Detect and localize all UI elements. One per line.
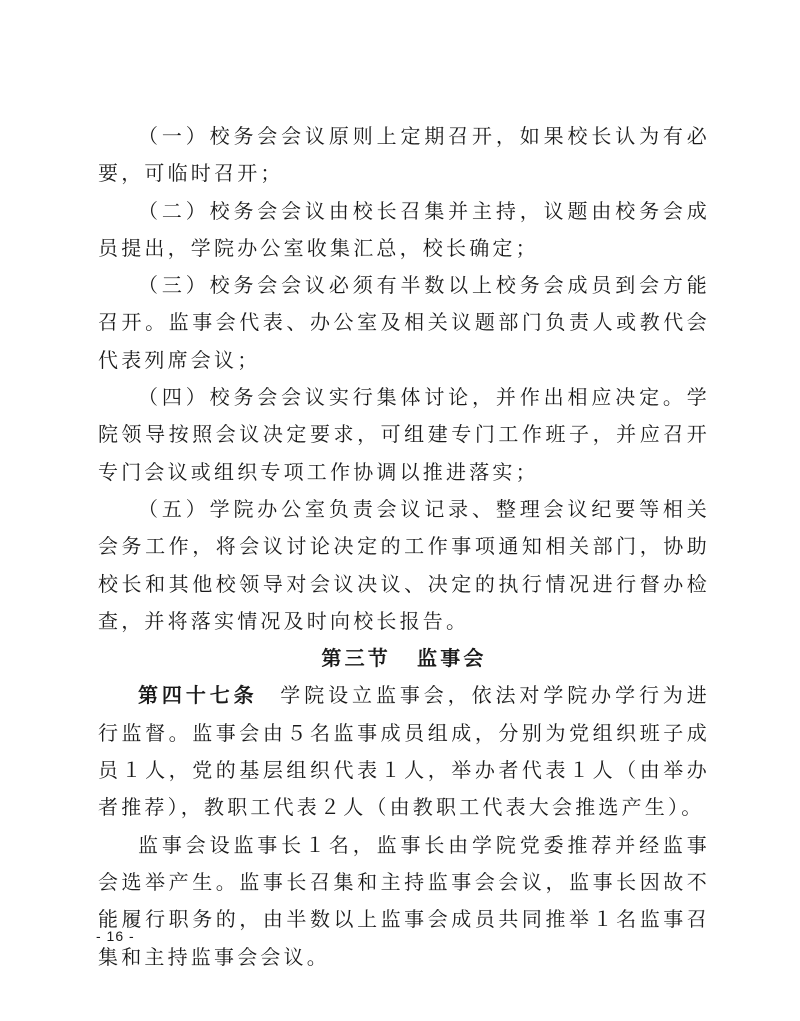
paragraph-item-1: （一）校务会会议原则上定期召开，如果校长认为有必要，可临时召开； (98, 124, 710, 186)
section-heading (98, 640, 710, 677)
page-number: - 16 - (96, 928, 135, 944)
section-heading-number: 第三节 (321, 646, 391, 671)
paragraph-item-3: （三）校务会会议必须有半数以上校务会成员到会方能召开。监事会代表、办公室及相关议题部门负责人或教代会代表列席会议； (98, 273, 710, 372)
paragraph-item-5: （五）学院办公室负责会议记录、整理会议纪要等相关会务工作，将会议讨论决定的工作事项通知相关部门，协助校长和其他校领导对会议决议、决定的执行情况进行督办检查，并将落实情况及时向校长报告。 (98, 496, 710, 633)
paragraph-item-2: （二）校务会会议由校长召集并主持，议题由校务会成员提出，学院办公室收集汇总，校长确定； (98, 198, 710, 260)
article-number: 第四十七条 (138, 683, 258, 708)
article-paragraph (98, 677, 710, 826)
paragraph-item-4: （四）校务会会议实行集体讨论，并作出相应决定。学院领导按照会议决定要求，可组建专门工作班子，并应召开专门会议或组织专项工作协调以推进落实； (98, 385, 710, 484)
section-heading-title: 监事会 (417, 646, 487, 671)
article-text: 学院设立监事会，依法对学院办学行为进行监督。监事会由５名监事成员组成，分别为党组织班子成员１人，党的基层组织代表１人，举办者代表１人（由举办者推荐），教职工代表２人（由教职工代表大会推选产生）。 (98, 683, 711, 820)
closing-paragraph: 监事会设监事长１名，监事长由学院党委推荐并经监事会选举产生。监事长召集和主持监事会会议，监事长因故不能履行职务的，由半数以上监事会成员共同推举１名监事召集和主持监事会会议。 (98, 832, 710, 969)
document-body (98, 118, 710, 976)
